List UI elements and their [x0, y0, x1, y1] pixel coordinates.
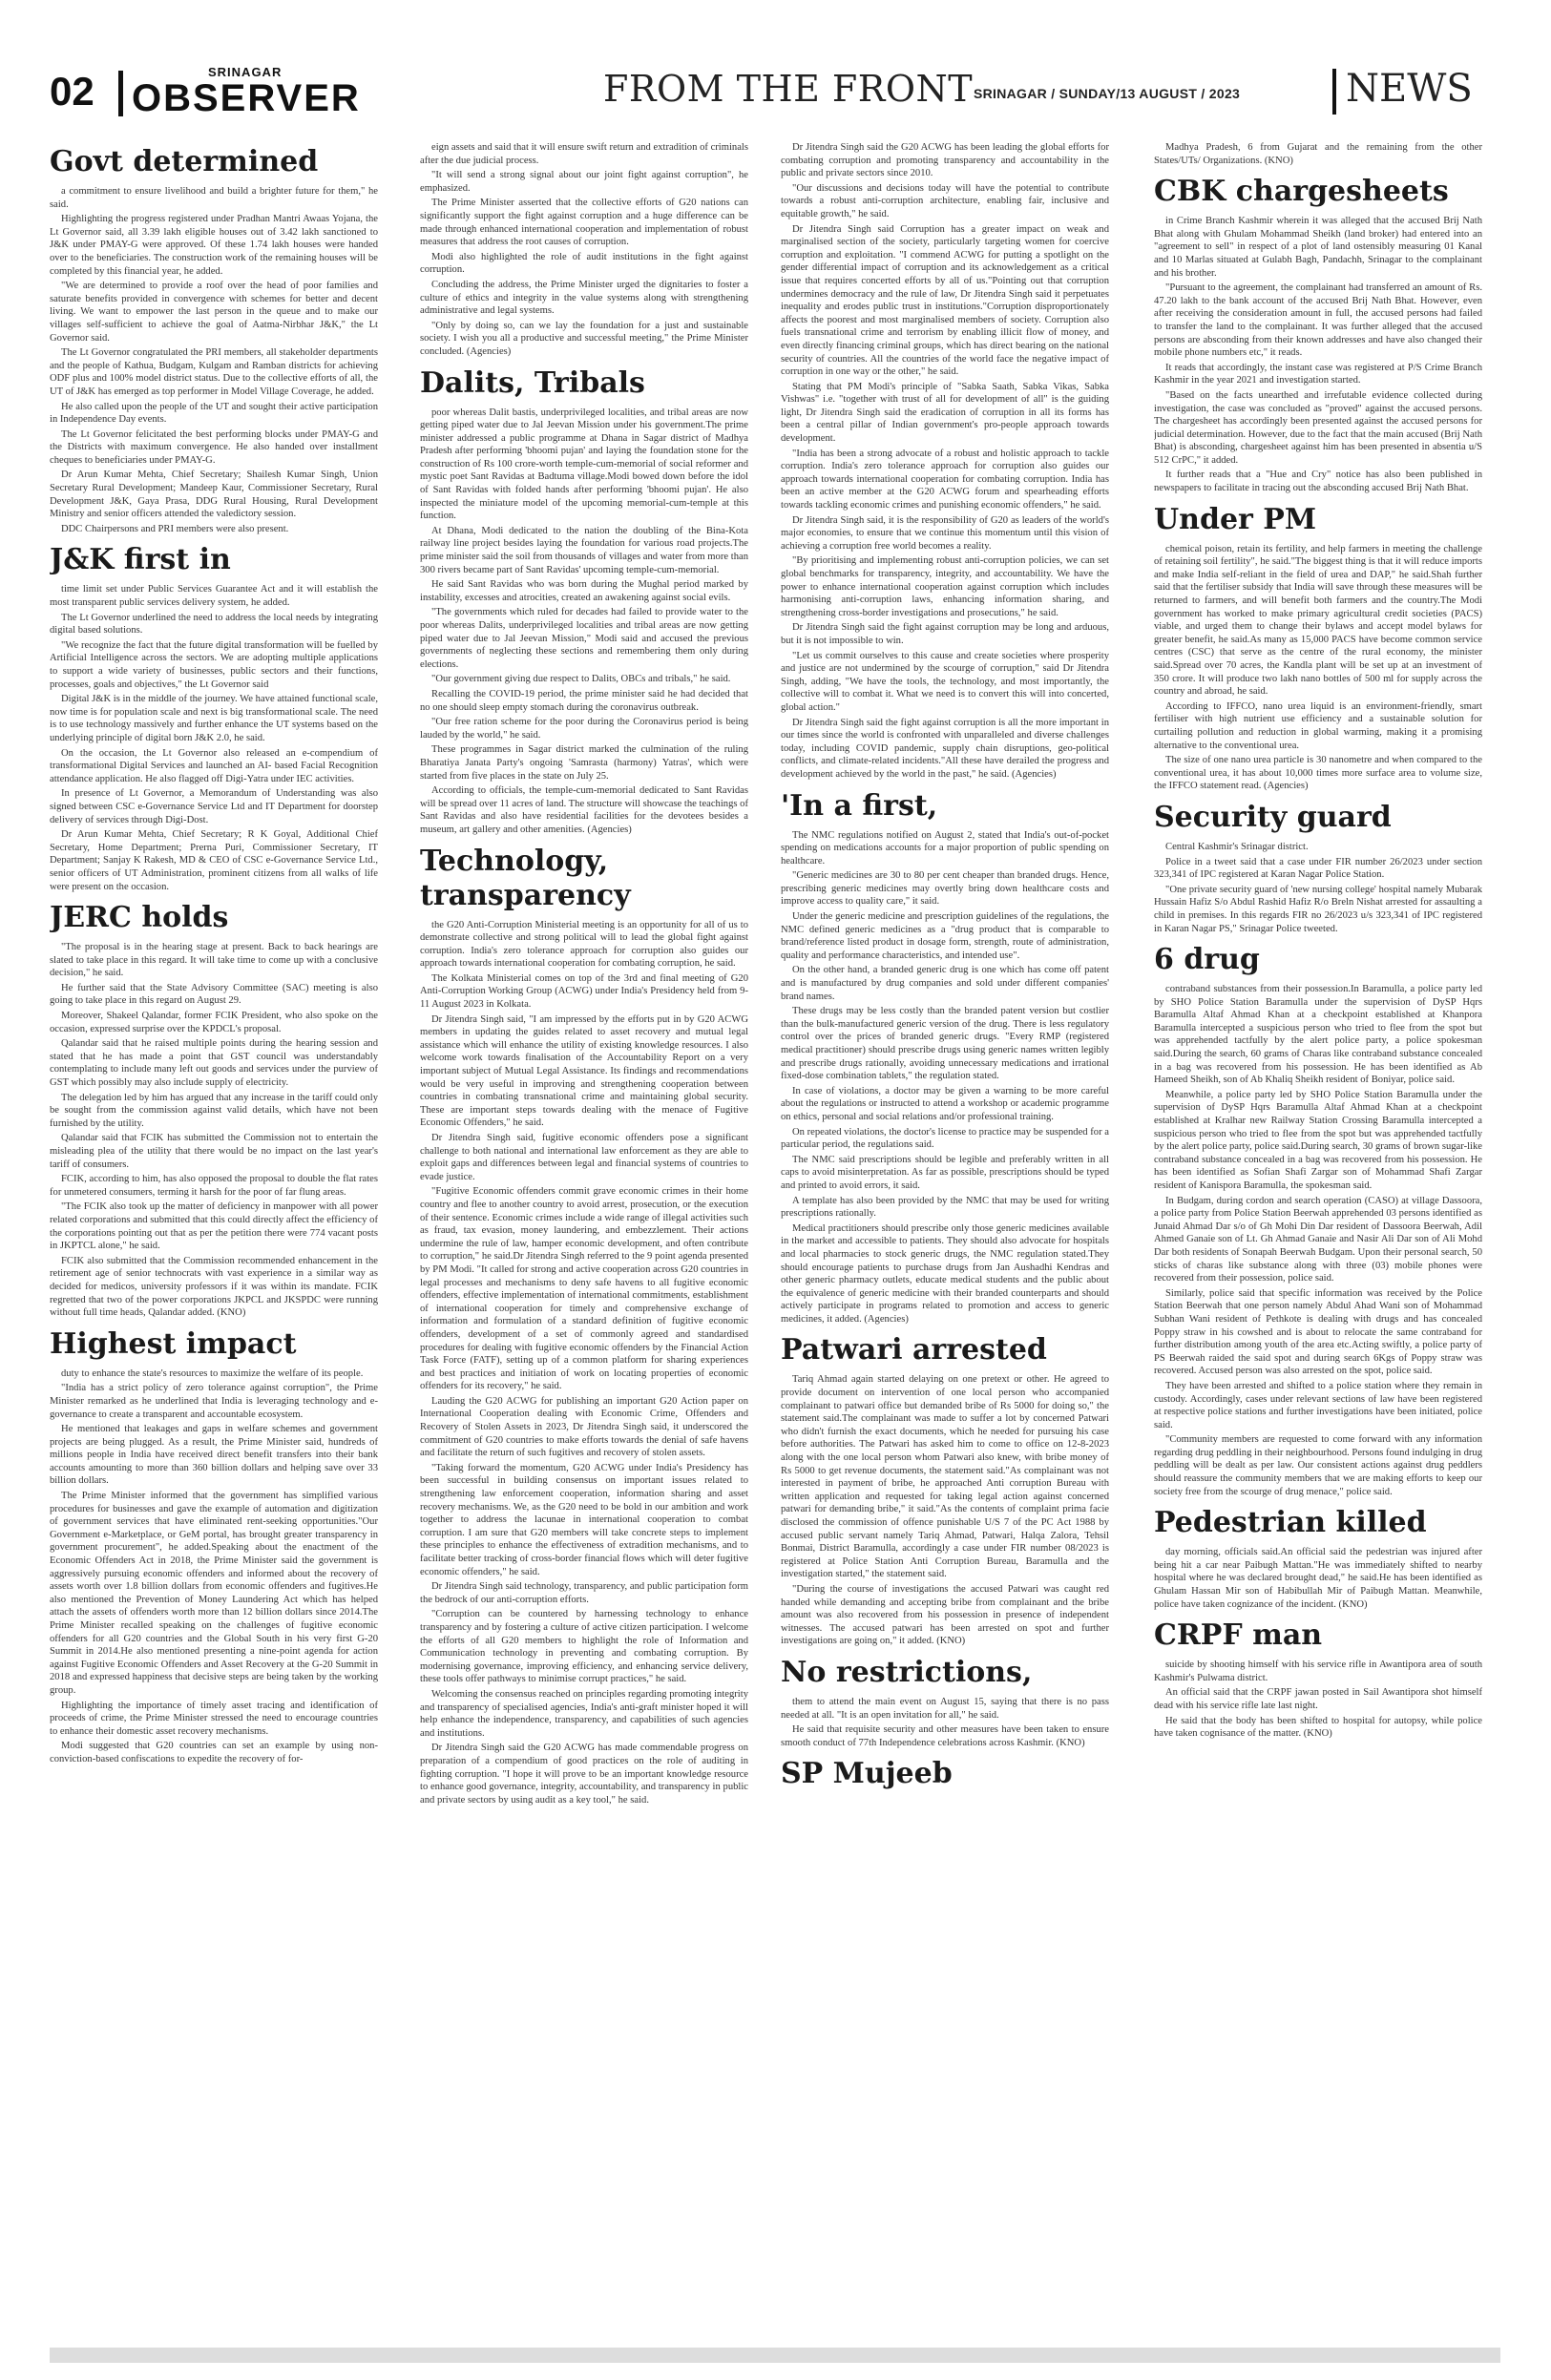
article-paragraph: poor whereas Dalit bastis, underprivileged localities, and tribal areas are now getting piped water due to Jal Jeevan Mission under his government.The prime minister addressed a public programme at Dhana in Sagar district of Madhya Pradesh after performing 'bhoomi pujan' and laying the foundation stone for the construction of Rs 100 crore-worth temple-cum-memorial of social reformer and mystic poet Sant Ravidas at Badtuma village.Modi bowed down before the idol of Sant Ravidas with folded hands after performing 'bhoomi pujan'. He also inspected the miniature model of the upcoming memorial-cum-temple at this function.	[420, 407, 748, 522]
article	[420, 845, 748, 1807]
article-paragraph: The Lt Governor congratulated the PRI members, all stakeholder departments and the people of Kathua, Budgam, Kulgam and Ramban districts for achieving ODF plus and 100% model district status. Due to the collective efforts of all, the UT of J&K has emerged as top performer in Model Village Coverage, he added.	[50, 347, 378, 397]
article-paragraph: In Budgam, during cordon and search operation (CASO) at village Dassoora, a police party from Police Station Beerwah apprehended 03 persons identified as Junaid Ahmad Dar s/o of Gh Mohi Din Dar resident of Dassoora Beerwah, Adil Ahmed Ganaie son of Lt. Gh Ahmad Ganaie and Nasir Ali Dar son of Ali Mohd Dar both residents of Sonapah Beerwah Budgam. Upon their personal search, 50 sticks of charas like substance along with three (03) mobile phones were recovered from their possession, police said.	[1154, 1195, 1482, 1284]
article-paragraph: "Only by doing so, can we lay the foundation for a just and sustainable society. I wish you all a productive and successful meeting," the Prime Minister concluded. (Agencies)	[420, 320, 748, 357]
article-paragraph: Modi suggested that G20 countries can set an example by using non-conviction-based confiscations to expedite the recovery of for-	[50, 1741, 378, 1764]
column-3	[781, 141, 1109, 2336]
article-paragraph: "India has a strict policy of zero tolerance against corruption", the Prime Minister remarked as he underlined that India is leveraging technology and e-governance to create a transparent and accountable ecosystem.	[50, 1383, 378, 1420]
article-paragraph: "The proposal is in the hearing stage at present. Back to back hearings are slated to take place in this regard. It will take time to come up with a conclusive decision," he said.	[50, 942, 378, 979]
article-paragraph: According to IFFCO, nano urea liquid is an environment-friendly, smart fertiliser with high nutrient use efficiency and a sustainable solution for curtailing pollution and reduction in global warming, making it a promising alternative to the conventional urea.	[1154, 700, 1482, 751]
article-paragraph: It further reads that a "Hue and Cry" notice has also been published in newspapers to facilitate in tracing out the absconding accused Brij Nath Bhat.	[1154, 470, 1482, 494]
article-paragraph: eign assets and said that it will ensure swift return and extradition of criminals after the due judicial process.	[420, 142, 748, 166]
article	[50, 1327, 378, 1766]
article-paragraph: Dr Arun Kumar Mehta, Chief Secretary; R K Goyal, Additional Chief Secretary, Home Department; Prerna Puri, Commissioner Secretary, IT Department; Sanjay K Rakesh, MD & CEO of CSC e-Governance Service Ltd., senior officers of UT Administration, prominent citizens from all walks of life were present on the occasion.	[50, 829, 378, 892]
article-paragraph: Concluding the address, the Prime Minister urged the dignitaries to foster a culture of ethics and integrity in the value systems along with strengthening administrative and legal systems.	[420, 279, 748, 317]
article-paragraph: "Taking forward the momentum, G20 ACWG under India's Presidency has been successful in building consensus on important issues related to strengthening law enforcement cooperation, information sharing and asset recovery mechanisms. We, as the G20 need to be bold in our ambition and work together to address the lacunae in international cooperation to combat corruption. I am sure that G20 members will take concrete steps to implement these principles to enhance the effectiveness of extradition mechanisms, and to facilitate better tracking of cross-border financial flows which will deter fugitive economic offenders," he said.	[420, 1462, 748, 1577]
logo-name: OBSERVER	[132, 77, 361, 119]
article-paragraph: "The governments which ruled for decades had failed to provide water to the poor whereas Dalits, underprivileged localities and tribal areas are now getting piped water due to Jal Jeevan Mission," Modi said and accused the previous governments of neglecting these sections and remembering them only during elections.	[420, 607, 748, 670]
article-paragraph: Qalandar said that he raised multiple points during the hearing session and stated that he has made a point that GST council was understandably contemplating to include many left out goods and services under the purview of GST which possibly may also include supply of electricity.	[50, 1038, 378, 1089]
article-paragraph: Lauding the G20 ACWG for publishing an important G20 Action paper on International Cooperation dealing with Economic Crime, Offenders and Recovery of Stolen Assets in 2023, Dr Jitendra Singh said, it underscored the commitment of G20 countries to make efforts towards the denial of safe havens and facilitate the return of such fugitives and recovery of stolen assets.	[420, 1395, 748, 1459]
article-paragraph: He said Sant Ravidas who was born during the Mughal period marked by instability, excesses and atrocities, created an awakening against social evils.	[420, 579, 748, 603]
article-paragraph: The Lt Governor underlined the need to address the local needs by integrating digital based solutions.	[50, 612, 378, 637]
article-headline: CBK chargesheets	[1154, 175, 1449, 209]
article-paragraph: According to officials, the temple-cum-memorial dedicated to Sant Ravidas will be spread over 11 acres of land. The structure will showcase the teachings of Sant Ravidas and also have residential facilities for the devotees besides a museum, art gallery and other amenities. (Agencies)	[420, 785, 748, 835]
article-paragraph: Highlighting the progress registered under Pradhan Mantri Awaas Yojana, the Lt Governor said, all 3.39 lakh eligible houses out of 3.42 lakh sanctioned to J&K under PMAY-G were approved. Of these 1.74 lakh houses were handed over to the beneficiaries. The construction work of the remaining houses will be completed by this financial year, he added.	[50, 214, 378, 277]
article	[1154, 801, 1482, 935]
article-paragraph: the G20 Anti-Corruption Ministerial meeting is an opportunity for all of us to demonstrate collective and strong political will to lead the global fight against corruption. India's zero tolerance approach for corruption also guides our approach towards international cooperation for combating corruption, he said.	[420, 919, 748, 970]
section-label: NEWS	[1346, 67, 1473, 111]
newspaper-logo	[132, 65, 456, 122]
article-paragraph: The delegation led by him has argued that any increase in the tariff could only be sought from the commission against valid details, which have not been furnished by the utility.	[50, 1092, 378, 1129]
article-paragraph: "The FCIK also took up the matter of deficiency in manpower with all power related corporations and submitted that this could directly affect the efficiency of the corporations pointing out that as per the petition there were 774 vacant posts in JKPTCL alone," he said.	[50, 1201, 378, 1252]
article	[1154, 1618, 1482, 1741]
article-paragraph: It reads that accordingly, the instant case was registered at P/S Crime Branch Kashmir in the year 2021 and investigation started.	[1154, 362, 1482, 386]
article-paragraph: Dr Jitendra Singh said the fight against corruption may be long and arduous, but it is not impossible to win.	[781, 622, 1109, 646]
column-2	[420, 141, 748, 2336]
article-headline: SP Mujeeb	[781, 1757, 953, 1791]
article-paragraph: Meanwhile, a police party led by SHO Police Station Baramulla under the supervision of DySP Hqrs Baramulla Altaf Ahmad Khan at a checkpoint established at Kralhar new Railway Station Crossing Baramulla intercepted a suspicious person who tried to flee from the spot but was apprehended tactfully by the alert police party, police said.During search, 30 grams of brown sugar-like contraband substance concealed in a bag was recovered from his possession. He has been identified as Sofian Shafi Zargar son of Mohammad Shafi Zargar resident of Kanispora Baramulla, the spokesman said.	[1154, 1089, 1482, 1191]
article-paragraph: He said that the body has been shifted to hospital for autopsy, while police have taken cognisance of the matter. (KNO)	[1154, 1715, 1482, 1740]
article-paragraph: "Generic medicines are 30 to 80 per cent cheaper than branded drugs. Hence, prescribing generic medicines may overtly bring down healthcare costs and improve access to quality care," it said.	[781, 870, 1109, 908]
article-paragraph: "India has been a strong advocate of a robust and holistic approach to tackle corruption. India's zero tolerance approach for corruption also guides our approach towards international cooperation for combating corruption. India has been an active member at the G20 ACWG forum and spearheading efforts towards tackling economic crimes and punishing economic offenders," he said.	[781, 448, 1109, 511]
article-paragraph: The Prime Minister informed that the government has simplified various procedures for businesses and gave the example of automation and digitization of government services that have eliminated rent-seeking opportunities."Our Government e-Marketplace, or GeM portal, has brought greater transparency in government procurement", he added.Speaking about the enactment of the Economic Offenders Act in 2018, the Prime Minister said the government is aggressively pursuing economic offenders and informed about the recovery of assets worth over 1.8 billion dollars from economic offenders and fugitives.He also mentioned the Prevention of Money Laundering Act which has helped attach the assets of offenders worth more than 12 billion dollars since 2014.The Prime Minister recalled speaking on the challenges of fugitive economic offenders for all G20 countries and the Global South in his very first G-20 Summit in 2014.He also mentioned presenting a nine-point agenda for action against Fugitive Economic Offenders and Asset Recovery at the G-20 Summit in 2018 and expressed happiness that decisive steps are being taken by the working group.	[50, 1491, 378, 1696]
article-paragraph: "Community members are requested to come forward with any information regarding drug peddling in their neighbourhood. Persons found indulging in drug peddling will be dealt as per law. Our consistent actions against drug peddlers should reassure the community members that we are making efforts to keep our society free from the scourge of drug menace," police said.	[1154, 1434, 1482, 1497]
divider	[1332, 69, 1336, 115]
article-paragraph: day morning, officials said.An official said the pedestrian was injured after being hit a car near Paibugh Mattan."He was immediately shifted to nearby hospital where he was declared brought dead," he said.He has been identified as Ghulam Hassan Mir son of Habibullah Mir of Paibugh Mattan. Meanwhile, police have taken cognizance of the incident. (KNO)	[1154, 1547, 1482, 1610]
article-paragraph: On repeated violations, the doctor's license to practice may be suspended for a particular period, the regulations said.	[781, 1126, 1109, 1151]
article-paragraph: Modi also highlighted the role of audit institutions in the fight against corruption.	[420, 251, 748, 276]
article-paragraph: Dr Jitendra Singh said, "I am impressed by the efforts put in by G20 ACWG members in updating the guides related to asset recovery and mutual legal assistance which will enhance the utility of existing knowledge resources. I also welcome work towards finalisation of the Accountability Report on a very important subject of Mutual Legal Assistance. Its findings and recommendations would be very useful in improving and strengthening cooperation between countries in combating transnational crime and maintaining global security. These are important steps towards dealing with the menace of Fugitive Economic Offenders," he said.	[420, 1013, 748, 1129]
column-1	[50, 141, 378, 2336]
article-paragraph: Under the generic medicine and prescription guidelines of the regulations, the NMC defined generic medicines as a "drug product that is comparable to brand/reference listed product in dosage form, strength, route of administration, quality and performance characteristics, and intended use".	[781, 911, 1109, 961]
article-paragraph: Moreover, Shakeel Qalandar, former FCIK President, who also spoke on the occasion, expressed surprise over the KPDCL's proposal.	[50, 1011, 378, 1034]
article-headline: Under PM	[1154, 502, 1317, 536]
article-headline: Highest impact	[50, 1326, 297, 1361]
article-paragraph: He also called upon the people of the UT and sought their active participation in Independence Day events.	[50, 401, 378, 426]
article-paragraph: These drugs may be less costly than the branded patent version but costlier than the bulk-manufactured generic version of the drug. There is less regulatory control over the prices of branded generic drugs. "Every RMP (registered medical practitioner) should prescribe drugs using generic names written legibly and prescribe drugs rationally, avoiding unnecessary medications and irrational fixed-dose combination tablets," the regulation stated.	[781, 1006, 1109, 1082]
article-paragraph: An official said that the CRPF jawan posted in Sail Awantipora shot himself dead with his service rifle late last night.	[1154, 1687, 1482, 1711]
article	[781, 789, 1109, 1326]
article-headline: CRPF man	[1154, 1618, 1323, 1653]
article-paragraph: Medical practitioners should prescribe only those generic medicines available in the market and accessible to patients. They should also advocate for hospitals and local pharmacies to stock generic drugs, the NMC regulation stated.They should encourage patients to purchase drugs from Jan Aushadhi Kendras and other generic pharmacy outlets, educate medical students and the public about the equivalence of generic medicine with their branded counterparts and should actively participate in programs related to promotion and access to generic medicines, it added. (Agencies)	[781, 1222, 1109, 1325]
article	[420, 141, 748, 359]
page-number: 02	[50, 69, 94, 114]
article-paragraph: Tariq Ahmad again started delaying on one pretext or other. He agreed to provide document on intervention of one local person who accompanied complainant to patwari office but demanded bribe of Rs 5000 for doing so," the statement said.The complainant was made to suffer a lot by concerned Patwari who didn't furnish the exact documents, which he needed for pursuing his case before authorities. The Patwari has asked him to come to office on 12-8-2023 along with the one local person whom Patwari also knew, with bribe money of Rs 5000 to get revenue documents, the statement said."As complainant was not interested in payment of bribe, he approached Anti corruption Bureau with written application and requested for taking legal action against concerned patwari for demanding bribe," it said."As the contents of complaint prima facie disclosed the commission of offence punishable U/S 7 of the PC Act 1988 by accused public servant namely Tariq Ahmad, Patwari, Halqa Zalora, Tehsil Bonmai, District Baramulla, accordingly a case under FIR number 08/2023 is registered at Police Station Anti Corruption Bureau, Baramulla and the investigation started," the statement said.	[781, 1374, 1109, 1580]
article-paragraph: Dr Jitendra Singh said, it is the responsibility of G20 as leaders of the world's major economies, to ensure that we continue this momentum until this vision of achieving a corruption free world becomes a reality.	[781, 514, 1109, 552]
article-paragraph: He further said that the State Advisory Committee (SAC) meeting is also going to take place in this regard on August 29.	[50, 982, 378, 1007]
article	[781, 1757, 1109, 1791]
section-title: FROM THE FRONT	[603, 68, 974, 110]
article-paragraph: "It will send a strong signal about our joint fight against corruption", he emphasized.	[420, 170, 748, 194]
article-headline: No restrictions,	[781, 1655, 1033, 1689]
article-paragraph: Recalling the COVID-19 period, the prime minister said he had decided that no one should sleep empty stomach during the coronavirus outbreak.	[420, 688, 748, 713]
article	[1154, 175, 1482, 494]
article-paragraph: They have been arrested and shifted to a police station where they remain in custody. Accordingly, cases under relevant sections of law have been registered at respective police stations and further investigations have been initiated, police said.	[1154, 1380, 1482, 1430]
article-headline: Dalits, Tribals	[420, 365, 645, 400]
article-paragraph: "One private security guard of 'new nursing college' hospital namely Mubarak Hussain Hafiz S/o Abdul Rashid Hafiz R/o Breln Nishat arrested for assaulting a child in premises. In this regards FIR no 26/2023 u/s 323,341 of IPC registered in Karan Nagar PS," Srinagar Police tweeted.	[1154, 884, 1482, 934]
article-paragraph: Dr Jitendra Singh said the G20 ACWG has made commendable progress on preparation of a compendium of good practices on the role of auditing in fighting corruption. "I hope it will prove to be an important knowledge resource to enhance good governance, integrity, accountability, and transparency in public and private sectors by using audit as a key tool," he said.	[420, 1743, 748, 1806]
article-paragraph: "Our free ration scheme for the poor during the Coronavirus period is being lauded by the world," he said.	[420, 717, 748, 741]
article-paragraph: Dr Jitendra Singh said the G20 ACWG has been leading the global efforts for combating corruption and promoting transparency and accountability in the public and private sectors since 2010.	[781, 142, 1109, 179]
article-paragraph: "Let us commit ourselves to this cause and create societies where prosperity and justice are not undermined by the scourge of corruption," said Dr Jitendra Singh, adding, "We have the tools, the technology, and most importantly, the collective will to combat it. What we need is to convert this will into concerted, global action."	[781, 650, 1109, 713]
article-paragraph: Central Kashmir's Srinagar district.	[1165, 841, 1309, 852]
article-paragraph: Digital J&K is in the middle of the journey. We have attained functional scale, now time is for population scale and next is big transformational scale. The need is to use technology massively and further enhance the UT systems based on the underlying principle of digital born J&K 2.0, he said.	[50, 694, 378, 743]
article	[50, 543, 378, 893]
article	[1154, 503, 1482, 793]
article-headline: 6 drug	[1154, 943, 1260, 977]
logo-city: SRINAGAR	[208, 65, 283, 79]
article-paragraph: "Corruption can be countered by harnessing technology to enhance transparency and by fostering a culture of active citizen participation. I welcome the efforts of all G20 members to highlight the role of Information and Communication technology in preventing and combating corruption. By modernising governance, improving efficiency, and enhancing service delivery, these tools offer pathways to minimise corrupt practices," he said.	[420, 1609, 748, 1685]
article-paragraph: Qalandar said that FCIK has submitted the Commission not to entertain the misleading plea of the utility that there would be no impact on the last year's tariff of consumers.	[50, 1133, 378, 1170]
article-headline: Govt determined	[50, 145, 319, 178]
article-paragraph: a commitment to ensure livelihood and build a brighter future for them," he said.	[50, 186, 378, 210]
article-headline: Technology, transparency	[420, 844, 631, 912]
article	[781, 1333, 1109, 1647]
article	[781, 141, 1109, 782]
article-paragraph: "During the course of investigations the accused Patwari was caught red handed while demanding and accepting bribe from complainant and the bribe amount was also recovered from his possession in presence of independent witnesses. The accused patwari has been arrested on spot and further investigations are going on," it added. (KNO)	[781, 1583, 1109, 1647]
column-4	[1154, 141, 1482, 2336]
article-paragraph: time limit set under Public Services Guarantee Act and it will establish the most transparent public services delivery system, he added.	[50, 584, 378, 609]
article-paragraph: Welcoming the consensus reached on principles regarding promoting integrity and transparency of specialised agencies, India's anti-graft minister hoped it will help enhance the independence, transparency, and capabilities of such agencies and institutions.	[420, 1688, 748, 1739]
article-paragraph: He mentioned that leakages and gaps in welfare schemes and government projects are being plugged. As a result, the Prime Minister said, hundreds of millions people in India have received direct benefit transfers into their bank accounts amounting to more than 360 billion dollars and helping save over 33 billion dollars.	[50, 1424, 378, 1487]
article-paragraph: "We recognize the fact that the future digital transformation will be fuelled by Artificial Intelligence across the sectors. We are adopting multiple applications to support a wide variety of businesses, public sectors and their functions, processes, goals and objectives," the Lt Governor said	[50, 639, 378, 690]
article-paragraph: suicide by shooting himself with his service rifle in Awantipora area of south Kashmir's Pulwama district.	[1154, 1660, 1482, 1683]
article	[1154, 943, 1482, 1498]
article-paragraph: Dr Arun Kumar Mehta, Chief Secretary; Shailesh Kumar Singh, Union Secretary Rural Development; Mandeep Kaur, Commissioner Secretary, Rural Development J&K, Gaya Prasa, DDG Rural Housing, Rural Development Ministry and senior officers attended the valedictory session.	[50, 470, 378, 520]
article-paragraph: "By prioritising and implementing robust anti-corruption policies, we can set global benchmarks for transparency, integrity, and accountability. We have the power to enhance international cooperation against corruption which includes harmonising anti-corruption laws, enhancing information sharing, and strengthening cross-border investigations and prosecutions," he said.	[781, 555, 1109, 618]
article-paragraph: A template has also been provided by the NMC that may be used for writing prescriptions rationally.	[781, 1195, 1109, 1220]
article-paragraph: The Prime Minister asserted that the collective efforts of G20 nations can significantly support the fight against corruption and a huge difference can be made through enhanced international cooperation and implementation of robust measures that address the root causes of corruption.	[420, 198, 748, 248]
article-headline: J&K first in	[50, 543, 231, 577]
article-paragraph: The NMC regulations notified on August 2, stated that India's out-of-pocket spending on medications accounts for a major proportion of public spending on healthcare.	[781, 829, 1109, 866]
article-paragraph: FCIK, according to him, has also opposed the proposal to double the flat rates for unmetered consumers, terming it harsh for the poor of far flung areas.	[50, 1174, 378, 1198]
article-paragraph: Dr Jitendra Singh said technology, transparency, and public participation form the bedrock of our anti-corruption efforts.	[420, 1581, 748, 1605]
article-paragraph: The Kolkata Ministerial comes on top of the 3rd and final meeting of G20 Anti-Corruption Working Group (ACWG) under India's Presidency held from 9-11 August 2023 in Kolkata.	[420, 972, 748, 1011]
article	[50, 145, 378, 535]
article-paragraph: "We are determined to provide a roof over the head of poor families and saturate benefits provided in convergence with schemes for better and decent living. We want to empower the last person in the queue and to make our villages self-sufficient to achieve the goal of Aatma-Nirbhar J&K," the Lt Governor said.	[50, 281, 378, 344]
article-paragraph: The size of one nano urea particle is 30 nanometre and when compared to the conventional urea, it has about 10,000 times more surface area to volume size, the IFFCO statement read. (Agencies)	[1154, 755, 1482, 792]
article-paragraph: Dr Jitendra Singh said, fugitive economic offenders pose a significant challenge to both national and international law enforcement as they are able to exploit gaps and differences between legal and financial systems of countries to evade justice.	[420, 1133, 748, 1182]
article	[50, 901, 378, 1320]
article	[781, 1656, 1109, 1749]
masthead	[50, 63, 1500, 122]
article-paragraph: Dr Jitendra Singh said Corruption has a greater impact on weak and marginalised section of the society, particularly targeting women for coercive corruption and exploitation. "I commend ACWG for putting a spotlight on the gender differential impact of corruption and its acknowledgement as a critical issue that requires concerted efforts by all of us."Pointing out that corruption undermines democracy and the rule of law, Dr Jitendra Singh said it perpetuates inequality and erodes public trust in institutions."Corruption disproportionately affects the poorest and most marginalised members of society. Corruption also fuels transnational crime and terrorism by enabling illicit flow of money, and even directly financing criminal groups, which has direct bearing on the national security of countries. All the countries of the world face the negative impact of corruption in one way or the other," he said.	[781, 223, 1109, 378]
article-paragraph: in Crime Branch Kashmir wherein it was alleged that the accused Brij Nath Bhat along with Ghulam Mohammad Sheikh (land broker) had entered into an "agreement to sell" in respect of a plot of land ostensibly measuring 01 Kanal and 10 Marlas situated at Gulabh Bagh, Pandachh, Srinagar to the complainant and his brother.	[1154, 216, 1482, 279]
article-headline: 'In a first,	[781, 788, 938, 823]
article-paragraph: Stating that PM Modi's principle of "Sabka Saath, Sabka Vikas, Sabka Vishwas" i.e. "together with trust of all for development of all" is the guiding light, Dr Jitendra Singh said the eradication of corruption in all its forms has been a central pillar of Indian government's pro-people approach towards development.	[781, 381, 1109, 445]
dateline: SRINAGAR / SUNDAY/13 AUGUST / 2023	[974, 86, 1241, 101]
article-paragraph: duty to enhance the state's resources to maximize the welfare of its people.	[61, 1367, 364, 1379]
article-paragraph: In presence of Lt Governor, a Memorandum of Understanding was also signed between CSC e-Governance Service Ltd and IT Department for doorstep delivery of services through Digi-Dost.	[50, 788, 378, 825]
article-paragraph: The NMC said prescriptions should be legible and preferably written in all caps to avoid misinterpretation. As far as possible, prescriptions should be typed and printed to avoid errors, it said.	[781, 1154, 1109, 1191]
article-paragraph: These programmes in Sagar district marked the culmination of the ruling Bharatiya Janata Party's ongoing 'Samrasta (harmony) Yatras', which were started from five places in the state on July 25.	[420, 744, 748, 782]
article-paragraph: "Pursuant to the agreement, the complainant had transferred an amount of Rs. 47.20 lakh to the bank account of the accused Brij Nath Bhat. However, even after receiving the consideration amount in full, the accused persons had failed to transfer the land to the complainant. It was further alleged that the accused persons are absconding from their known addresses and have also changed their mobile phone numbers etc," it reads.	[1154, 282, 1482, 359]
article-paragraph: "Based on the facts unearthed and irrefutable evidence collected during investigation, the case was concluded as "proved" against the accused persons. The chargesheet has accordingly been presented against the accused persons for judicial determination. However, due to the fact that the main accused (Brij Nath Bhat) is absconding, chargesheet against him has been presented in absentia u/S 512 CrPC," it added.	[1154, 389, 1482, 466]
article-paragraph: DDC Chairpersons and PRI members were also present.	[61, 523, 289, 534]
article-paragraph: "Our government giving due respect to Dalits, OBCs and tribals," he said.	[431, 674, 731, 685]
article-headline: JERC holds	[50, 901, 229, 935]
article-headline: Security guard	[1154, 800, 1392, 834]
footer-band	[50, 2348, 1500, 2363]
article	[1154, 141, 1482, 167]
article-paragraph: them to attend the main event on August 15, saying that there is no pass needed at all. "It is an open invitation for all," he said.	[781, 1696, 1109, 1721]
article-paragraph: Madhya Pradesh, 6 from Gujarat and the remaining from the other States/UTs/ Organizations. (KNO)	[1154, 142, 1482, 166]
article-paragraph: contraband substances from their possession.In Baramulla, a police party led by SHO Police Station Baramulla under the supervision of DySP Hqrs Baramulla Altaf Ahmad Khan at a checkpoint established at Khanpora Baramulla intercepted a suspicious person who tried to flee from the spot but was apprehended tactfully by the alert police party, a police spokesman said.During the search, 60 grams of Charas like contraband substance concealed in a bag was recovered from his possession. He has been identified as Ab Hameed Sheikh, son of Ab Khaliq Sheikh resident of Boniyar, police said.	[1154, 984, 1482, 1086]
divider	[118, 71, 123, 116]
article-paragraph: In case of violations, a doctor may be given a warning to be more careful about the regulations or instructed to attend a workshop or academic programme on ethics, personal and social relations and/or professional training.	[781, 1085, 1109, 1122]
article	[420, 366, 748, 837]
article-headline: Patwari arrested	[781, 1333, 1047, 1367]
article-paragraph: On the other hand, a branded generic drug is one which has come off patent and is manufactured by drug companies and sold under different companies' brand names.	[781, 965, 1109, 1002]
article-paragraph: chemical poison, retain its fertility, and help farmers in meeting the challenge of retaining soil fertility", he said."The biggest thing is that it will reduce imports and make India self-reliant in the field of urea and DAP," he said.Shah further said that the fertiliser subsidy that India will save through these measures will be returned to farmers, and will benefit both farmers and the country.The Modi government has worked to make primary agricultural credit societies (PACS) viable, and urged them to change their bylaws and accept model bylaws for greater benefit, he said.As many as 15,000 PACS have become common service centres (CSC) that serve as the centre of the rural economy, the minister said.Spread over 70 acres, the Kandla plant will be set up at an investment of 350 crore. It will produce two lakh nano bottles of 500 ml for supply across the country and abroad, he said.	[1154, 543, 1482, 698]
article-paragraph: FCIK also submitted that the Commission recommended enhancement in the retirement age of senior technocrats with vast experience in a similar way as decided for medicos, university professors if it was within its mandate. FCIK regretted that two of the power corporations JKPCL and JKSPDC were running without full time heads, Qalandar added. (KNO)	[50, 1255, 378, 1319]
article-paragraph: "Our discussions and decisions today will have the potential to contribute towards a robust anti-corruption architecture, enabling fair, inclusive and equitable growth," he said.	[781, 182, 1109, 219]
article-paragraph: Dr Jitendra Singh said the fight against corruption is all the more important in our times since the world is confronted with unparalleled and diverse challenges today, including COVID pandemic, supply chain disruptions, geo-political conflicts, and climate-related incidents."All these have derailed the progress and development achieved by the world in the past," he said. (Agencies)	[781, 717, 1109, 780]
article-paragraph: "Fugitive Economic offenders commit grave economic crimes in their home country and flee to another country to avoid arrest, prosecution, or the execution of their sentence. Economic crimes include a wide range of illegal activities such as fraud, tax evasion, money laundering, and embezzlement. Their actions undermine the rule of law, hamper economic development, and often contribute to corruption," he said.Dr Jitendra Singh referred to the 9 point agenda presented by PM Modi. "It called for strong and active cooperation across G20 countries in legal processes and mechanisms to deny safe havens to all fugitive economic offenders, effective implementation of international commitments, establishment of international cooperation for timely and comprehensive exchange of information and formulation of a standard definition of fugitive economic offenders, development of a set of commonly agreed and standardised procedures for dealing with fugitive economic offenders by the Financial Action Task Force (FATF), setting up of a common platform for sharing experiences and best practices and initiation of work on locating properties of economic offenders for its recovery," he said.	[420, 1186, 748, 1392]
article-paragraph: On the occasion, the Lt Governor also released an e-compendium of transformational Digital Services and launched an AI- based Facial Recognition attendance application. He also flagged off Digi-Yatra under IEC activities.	[50, 747, 378, 784]
article-paragraph: Police in a tweet said that a case under FIR number 26/2023 under section 323,341 of IPC registered at Karan Nagar Police Station.	[1154, 856, 1482, 881]
article-headline: Pedestrian killed	[1154, 1506, 1427, 1540]
article-paragraph: He said that requisite security and other measures have been taken to ensure smooth conduct of 77th Independence celebrations across Kashmir. (KNO)	[781, 1724, 1109, 1748]
article-paragraph: The Lt Governor felicitated the best performing blocks under PMAY-G and the Districts with maximum convergence. He also handed over installment cheques to beneficiaries under PMAY-G.	[50, 428, 378, 466]
article	[1154, 1506, 1482, 1611]
article-paragraph: Similarly, police said that specific information was received by the Police Station Beerwah that one person namely Abdul Ahad Wani son of Mohammad Subhan Wani resident of Pethkote is dealing with drugs and has concealed Poppy straw in his cowshed and is about to relocate the same contraband for further distribution among youth of the area etc.Acting swiftly, a police party of PS Beerwah raided the said spot and during search 6Kgs of Poppy straw was recovered. Accused person was also arrested on the spot, police said.	[1154, 1287, 1482, 1377]
article-paragraph: At Dhana, Modi dedicated to the nation the doubling of the Bina-Kota railway line project besides laying the foundation for various road projects.The prime minister said the soil from thousands of villages and water from more than 300 rivers became part of Sant Ravidas' upcoming temple-cum-memorial.	[420, 525, 748, 575]
article-paragraph: Highlighting the importance of timely asset tracing and identification of proceeds of crime, the Prime Minister stressed the need to encourage countries to enhance their domestic asset recovery mechanisms.	[50, 1700, 378, 1737]
